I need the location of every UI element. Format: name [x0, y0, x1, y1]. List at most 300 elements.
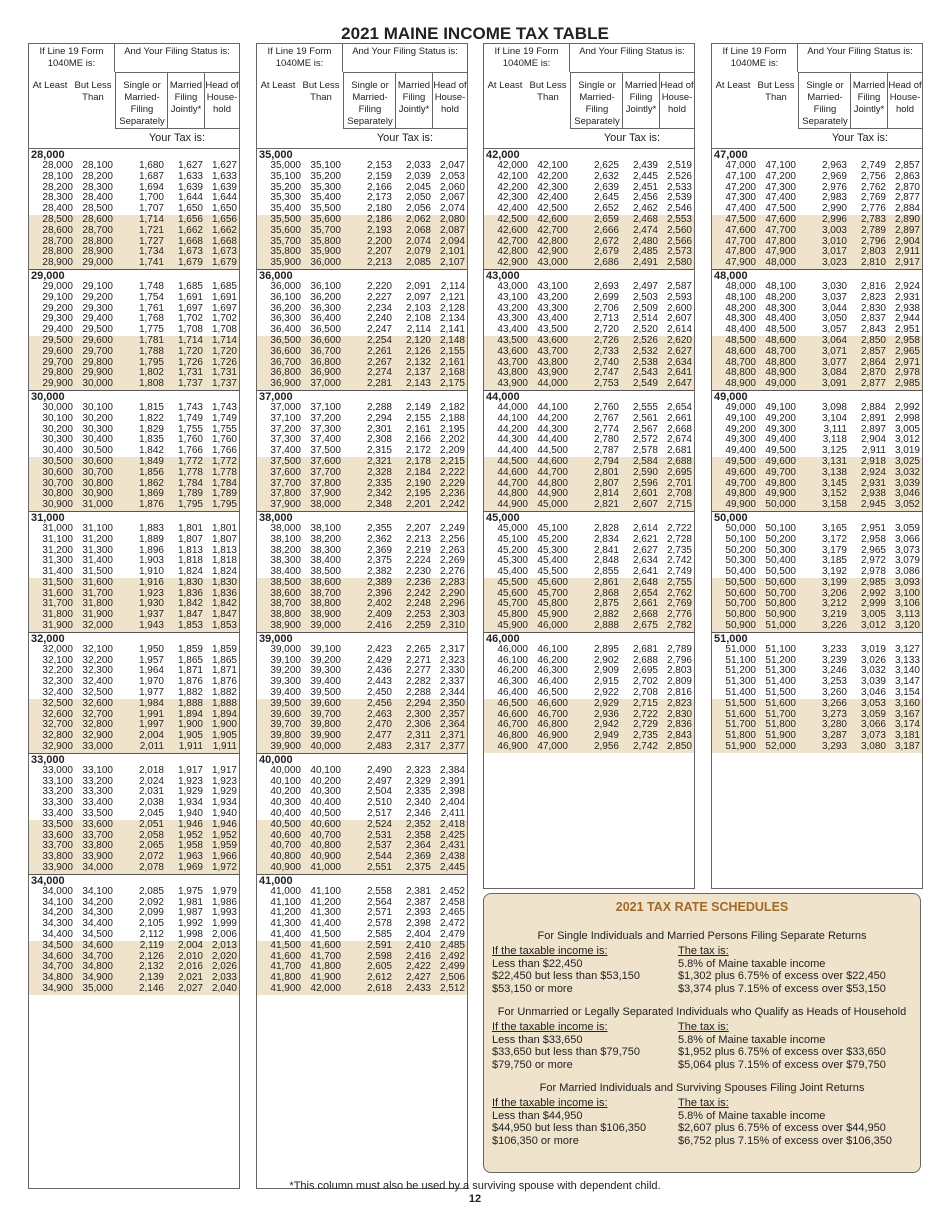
head-tax-value: 2,863: [894, 170, 920, 182]
single-tax-value: 3,185: [821, 555, 847, 567]
but-less-value: 46,600: [537, 697, 568, 709]
head-tax-value: 2,836: [666, 719, 692, 731]
filing-status-heading: And Your Filing Status is:: [807, 46, 913, 57]
married-tax-value: 2,213: [405, 533, 431, 545]
income-block: [484, 149, 694, 269]
married-tax-value: 2,166: [405, 434, 431, 446]
single-tax-value: 2,747: [593, 367, 619, 379]
but-less-value: 29,100: [82, 280, 113, 292]
married-tax-value: 2,810: [860, 257, 886, 269]
head-tax-value: 2,229: [439, 477, 465, 489]
single-tax-value: 3,071: [821, 345, 847, 357]
head-tax-value: 1,627: [211, 160, 237, 171]
at-least-value: 29,300: [42, 313, 73, 325]
schedules-title: 2021 TAX RATE SCHEDULES: [615, 900, 789, 914]
but-less-value: 48,800: [765, 356, 796, 368]
single-tax-value: 2,659: [593, 213, 619, 225]
but-less-value: 29,000: [82, 257, 113, 269]
table-row: [484, 500, 694, 511]
but-less-value: 41,500: [310, 929, 341, 940]
single-tax-value: 2,294: [366, 412, 392, 424]
married-tax-value: 2,715: [632, 697, 658, 709]
schedule-section-heading: For Unmarried or Legally Separated Individuals who Qualify as Heads of Household: [497, 1006, 907, 1018]
but-less-value: 37,800: [310, 477, 341, 489]
single-tax-value: 3,226: [821, 620, 847, 632]
at-least-value: 48,100: [725, 291, 756, 303]
but-less-value: 42,600: [537, 213, 568, 225]
single-tax-value: 2,024: [138, 775, 164, 787]
single-tax-value: 2,956: [593, 741, 619, 753]
at-least-value: 44,800: [497, 488, 528, 500]
at-least-value: 43,300: [497, 313, 528, 325]
but-less-value: 46,300: [537, 665, 568, 677]
at-least-value: 39,200: [270, 665, 301, 677]
single-tax-value: 3,131: [821, 455, 847, 467]
head-tax-value: 2,330: [439, 665, 465, 677]
at-least-value: 28,300: [42, 192, 73, 204]
at-least-value: 30,100: [42, 412, 73, 424]
table-row: [712, 293, 922, 304]
at-least-value: 39,300: [270, 676, 301, 688]
but-less-value: 50,000: [765, 499, 796, 511]
head-tax-value: 2,317: [439, 643, 465, 655]
line19-heading: If Line 19 Form 1040ME is:: [484, 44, 570, 72]
single-tax-value: 1,977: [138, 687, 164, 699]
single-tax-value: 2,828: [593, 522, 619, 534]
but-less-value: 32,300: [82, 665, 113, 677]
single-tax-value: 2,105: [138, 918, 164, 930]
head-tax-value: 2,519: [666, 160, 692, 171]
single-tax-value: 2,315: [366, 445, 392, 457]
head-tax-value: 2,762: [666, 587, 692, 599]
head-tax-value: 2,553: [666, 213, 692, 225]
but-less-heading: But Less Than: [757, 80, 795, 103]
table-row: [484, 226, 694, 237]
at-least-value: 40,700: [270, 840, 301, 852]
head-tax-value: 3,100: [894, 587, 920, 599]
but-less-value: 41,700: [310, 950, 341, 962]
married-tax-value: 2,823: [860, 291, 886, 303]
married-tax-value: 2,480: [632, 235, 658, 247]
but-less-value: 48,100: [765, 280, 796, 292]
head-tax-value: 2,627: [666, 345, 692, 357]
at-least-value: 33,400: [42, 808, 73, 820]
head-tax-value: 2,391: [439, 775, 465, 787]
single-tax-value: 2,139: [138, 972, 164, 984]
but-less-value: 45,500: [537, 566, 568, 578]
single-tax-value: 1,943: [138, 620, 164, 632]
block-heading: 50,000: [712, 511, 922, 524]
married-tax-value: 2,329: [405, 775, 431, 787]
at-least-value: 43,000: [497, 280, 528, 292]
income-block: [29, 632, 239, 753]
block-heading: 49,000: [712, 390, 922, 403]
single-tax-value: 2,072: [138, 851, 164, 863]
head-heading: Head of House-hold: [205, 80, 239, 115]
but-less-value: 35,400: [310, 192, 341, 204]
single-tax-value: 2,888: [593, 620, 619, 632]
at-least-value: 50,500: [725, 576, 756, 588]
single-tax-value: 2,362: [366, 533, 392, 545]
but-less-value: 37,300: [310, 423, 341, 435]
your-tax-heading: Your Tax is:: [115, 128, 239, 149]
head-tax-value: 1,847: [211, 609, 237, 621]
single-tax-value: 3,206: [821, 587, 847, 599]
head-tax-value: 2,209: [439, 445, 465, 457]
at-least-heading: At Least: [487, 80, 523, 91]
head-tax-value: 2,897: [894, 224, 920, 236]
but-less-value: 38,800: [310, 598, 341, 610]
table-row: [712, 258, 922, 269]
married-tax-value: 1,726: [177, 356, 203, 368]
block-heading: 39,000: [257, 632, 467, 645]
but-less-value: 34,000: [82, 862, 113, 874]
married-tax-value: 2,572: [632, 434, 658, 446]
head-tax-value: 1,685: [211, 280, 237, 292]
married-tax-value: 2,857: [860, 345, 886, 357]
but-less-value: 32,500: [82, 687, 113, 699]
single-tax-value: 3,266: [821, 697, 847, 709]
head-tax-value: 2,188: [439, 412, 465, 424]
income-range: $44,950 but less than $106,350: [492, 1122, 647, 1134]
married-tax-value: 2,103: [405, 302, 431, 314]
head-tax-value: 2,276: [439, 566, 465, 578]
married-tax-value: 1,679: [177, 257, 203, 269]
income-block: [29, 149, 239, 269]
head-tax-value: 1,737: [211, 378, 237, 390]
but-less-value: 29,600: [82, 334, 113, 346]
at-least-value: 50,700: [725, 598, 756, 610]
at-least-value: 28,500: [42, 213, 73, 225]
at-least-value: 51,900: [725, 741, 756, 753]
but-less-value: 39,100: [310, 643, 341, 655]
single-tax-value: 2,429: [366, 654, 392, 666]
at-least-value: 32,400: [42, 687, 73, 699]
at-least-value: 40,400: [270, 808, 301, 820]
single-tax-value: 2,247: [366, 324, 392, 336]
single-tax-value: 2,855: [593, 566, 619, 578]
head-tax-value: 1,900: [211, 719, 237, 731]
but-less-value: 45,200: [537, 533, 568, 545]
head-tax-value: 1,644: [211, 192, 237, 204]
but-less-value: 35,000: [82, 982, 113, 994]
but-less-value: 49,900: [765, 488, 796, 500]
single-tax-value: 2,119: [139, 939, 164, 951]
table-row: [484, 379, 694, 390]
single-tax-value: 2,531: [366, 829, 392, 841]
but-less-value: 47,700: [765, 224, 796, 236]
single-tax-value: 3,192: [821, 566, 847, 578]
head-tax-value: 2,823: [666, 697, 692, 709]
head-tax-value: 2,917: [894, 257, 920, 269]
married-tax-value: 2,358: [405, 829, 431, 841]
head-tax-value: 1,993: [211, 907, 237, 919]
married-tax-value: 2,137: [405, 367, 431, 379]
but-less-value: 39,900: [310, 730, 341, 742]
married-tax-value: 1,766: [177, 445, 203, 457]
married-tax-value: 1,789: [177, 488, 203, 500]
head-tax-value: 2,283: [439, 576, 465, 588]
line19-heading: If Line 19 Form 1040ME is:: [257, 44, 343, 72]
married-tax-value: 2,668: [632, 609, 658, 621]
head-tax-value: 3,113: [895, 609, 920, 621]
head-tax-value: 2,600: [666, 302, 692, 314]
income-range: Less than $22,450: [492, 957, 583, 970]
at-least-value: 49,100: [725, 412, 756, 424]
single-tax-value: 2,085: [138, 885, 164, 897]
income-block: [484, 390, 694, 511]
head-tax-value: 2,128: [439, 302, 465, 314]
single-tax-value: 2,450: [366, 687, 392, 699]
but-less-value: 28,700: [82, 224, 113, 236]
at-least-value: 43,700: [497, 356, 528, 368]
married-tax-value: 2,462: [632, 203, 658, 215]
married-heading: Married Filing Jointly*: [397, 80, 431, 115]
but-less-value: 28,300: [82, 181, 113, 193]
single-tax-value: 1,808: [138, 378, 164, 390]
married-tax-value: 2,387: [405, 896, 431, 908]
but-less-value: 29,800: [82, 356, 113, 368]
at-least-value: 46,900: [497, 741, 528, 753]
head-tax-value: 2,148: [439, 334, 465, 346]
married-tax-value: 2,045: [405, 181, 431, 193]
block-heading: 32,000: [29, 632, 239, 645]
at-least-value: 45,500: [497, 576, 528, 588]
single-tax-value: 1,923: [138, 587, 164, 599]
at-least-value: 30,500: [42, 455, 73, 467]
but-less-value: 48,200: [765, 291, 796, 303]
at-least-value: 39,800: [270, 730, 301, 742]
single-tax-value: 3,152: [821, 488, 847, 500]
block-heading: 30,000: [29, 390, 239, 403]
single-tax-value: 2,929: [593, 697, 619, 709]
table-row: [712, 621, 922, 632]
married-tax-value: 2,172: [405, 445, 431, 457]
but-less-value: 51,500: [765, 687, 796, 699]
head-tax-value: 2,020: [211, 950, 237, 962]
married-tax-value: 2,068: [405, 224, 431, 236]
but-less-value: 43,900: [537, 367, 568, 379]
married-tax-value: 2,978: [860, 566, 886, 578]
single-tax-value: 2,166: [366, 181, 392, 193]
head-tax-value: 3,005: [894, 423, 920, 435]
head-tax-value: 2,013: [211, 939, 237, 951]
table-row: [29, 468, 239, 479]
married-tax-value: 2,050: [405, 192, 431, 204]
head-tax-value: 1,972: [211, 862, 237, 874]
married-tax-value: 3,039: [860, 676, 886, 688]
single-tax-value: 2,834: [593, 533, 619, 545]
at-least-value: 46,200: [497, 665, 528, 677]
single-tax-value: 3,260: [821, 687, 847, 699]
at-least-heading: At Least: [260, 80, 296, 91]
single-tax-value: 2,632: [593, 170, 619, 182]
married-tax-value: 1,685: [177, 280, 203, 292]
at-least-value: 39,900: [270, 741, 301, 753]
at-least-value: 31,400: [42, 566, 73, 578]
filing-status-heading: And Your Filing Status is:: [579, 46, 685, 57]
married-tax-value: 2,695: [632, 665, 658, 677]
married-tax-value: 2,253: [405, 609, 431, 621]
married-tax-value: 2,491: [632, 257, 658, 269]
married-tax-value: 1,847: [177, 609, 203, 621]
at-least-value: 34,600: [42, 950, 73, 962]
head-tax-value: 2,884: [894, 203, 920, 215]
at-least-value: 46,500: [497, 697, 528, 709]
at-least-value: 35,300: [270, 192, 301, 204]
married-tax-value: 2,108: [405, 313, 431, 325]
married-tax-value: 2,590: [632, 466, 658, 478]
table-row: [29, 414, 239, 425]
schedule-line: [492, 1122, 912, 1135]
married-tax-value: 2,578: [632, 445, 658, 457]
married-tax-value: 1,830: [177, 576, 203, 588]
single-tax-value: 3,064: [821, 334, 847, 346]
income-block: [257, 632, 467, 753]
head-tax-value: 2,222: [439, 466, 465, 478]
married-heading: Married Filing Jointly*: [852, 80, 886, 115]
but-less-value: 38,500: [310, 566, 341, 578]
at-least-value: 40,200: [270, 786, 301, 798]
single-tax-value: 1,815: [138, 401, 164, 413]
head-tax-value: 2,998: [894, 412, 920, 424]
head-tax-value: 2,445: [439, 862, 465, 874]
at-least-value: 38,600: [270, 587, 301, 599]
head-tax-value: 2,492: [439, 950, 465, 962]
tax-formula: $3,374 plus 7.15% of excess over $53,150: [678, 982, 886, 995]
at-least-value: 28,600: [42, 224, 73, 236]
at-least-value: 44,600: [497, 466, 528, 478]
head-tax-value: 2,479: [439, 929, 465, 940]
head-tax-value: 1,911: [212, 741, 237, 753]
head-tax-value: 1,679: [211, 257, 237, 269]
married-tax-value: 2,641: [632, 566, 658, 578]
head-tax-value: 2,587: [666, 280, 692, 292]
block-heading: 45,000: [484, 511, 694, 524]
but-less-value: 37,400: [310, 434, 341, 446]
single-tax-value: 2,423: [366, 643, 392, 655]
married-tax-value: 2,945: [860, 499, 886, 511]
married-tax-value: 1,639: [177, 181, 203, 193]
but-less-value: 41,400: [310, 918, 341, 930]
at-least-value: 38,500: [270, 576, 301, 588]
single-tax-value: 2,571: [366, 907, 392, 919]
single-tax-value: 2,699: [593, 291, 619, 303]
but-less-heading: But Less Than: [74, 80, 112, 103]
single-tax-value: 2,321: [366, 455, 392, 467]
single-tax-value: 1,835: [138, 434, 164, 446]
but-less-value: 48,700: [765, 345, 796, 357]
at-least-value: 35,800: [270, 246, 301, 258]
but-less-value: 50,700: [765, 587, 796, 599]
single-tax-value: 2,497: [366, 775, 392, 787]
but-less-value: 29,400: [82, 313, 113, 325]
at-least-value: 37,800: [270, 488, 301, 500]
at-least-value: 42,000: [497, 160, 528, 171]
single-tax-value: 2,463: [366, 708, 392, 720]
head-tax-value: 2,911: [895, 246, 920, 258]
single-tax-value: 2,045: [138, 808, 164, 820]
at-least-value: 42,400: [497, 203, 528, 215]
married-tax-value: 1,900: [177, 719, 203, 731]
tax-formula: $2,607 plus 6.75% of excess over $44,950: [678, 1122, 886, 1134]
head-tax-value: 2,890: [894, 213, 920, 225]
head-tax-value: 2,971: [894, 356, 920, 368]
but-less-value: 32,400: [82, 676, 113, 688]
at-least-value: 43,400: [497, 324, 528, 336]
single-tax-value: 2,375: [366, 555, 392, 567]
single-tax-value: 1,876: [138, 499, 164, 511]
table-row: [29, 258, 239, 269]
single-tax-value: 2,058: [138, 829, 164, 841]
married-tax-value: 2,079: [405, 246, 431, 258]
single-tax-value: 1,957: [138, 654, 164, 666]
married-tax-value: 2,010: [177, 950, 203, 962]
head-tax-value: 2,506: [439, 972, 465, 984]
but-less-value: 46,200: [537, 654, 568, 666]
at-least-value: 45,400: [497, 566, 528, 578]
schedule-line: [492, 1135, 912, 1148]
married-tax-value: 2,870: [860, 367, 886, 379]
at-least-value: 49,200: [725, 423, 756, 435]
table-row: [712, 414, 922, 425]
head-tax-value: 2,580: [666, 257, 692, 269]
married-tax-value: 2,195: [405, 488, 431, 500]
at-least-value: 43,100: [497, 291, 528, 303]
at-least-value: 37,000: [270, 401, 301, 413]
head-tax-value: 3,154: [894, 687, 920, 699]
married-tax-value: 2,769: [860, 192, 886, 204]
head-tax-value: 2,796: [666, 654, 692, 666]
but-less-value: 49,000: [765, 378, 796, 390]
but-less-value: 40,900: [310, 851, 341, 863]
table-row: [257, 379, 467, 390]
married-tax-value: 2,614: [632, 522, 658, 534]
but-less-value: 33,000: [82, 741, 113, 753]
head-tax-value: 1,979: [211, 885, 237, 897]
head-tax-value: 2,134: [439, 313, 465, 325]
married-tax-value: 2,224: [405, 555, 431, 567]
head-tax-value: 1,836: [211, 587, 237, 599]
but-less-value: 47,100: [765, 160, 796, 171]
head-tax-value: 2,546: [666, 203, 692, 215]
married-tax-value: 2,796: [860, 235, 886, 247]
income-block: [257, 874, 467, 995]
head-tax-value: 2,114: [440, 280, 465, 292]
single-tax-value: 2,942: [593, 719, 619, 731]
head-tax-value: 1,789: [211, 488, 237, 500]
married-tax-value: 2,891: [860, 412, 886, 424]
but-less-value: 44,400: [537, 434, 568, 446]
but-less-value: 34,900: [82, 972, 113, 984]
single-tax-value: 1,734: [138, 246, 164, 258]
line19-heading: If Line 19 Form 1040ME is:: [29, 44, 115, 72]
married-tax-value: 1,813: [177, 544, 203, 556]
but-less-value: 38,000: [310, 499, 341, 511]
income-range: $53,150 or more: [492, 982, 573, 995]
at-least-value: 32,000: [42, 643, 73, 655]
head-tax-value: 2,006: [211, 929, 237, 940]
single-tax-value: 1,748: [138, 280, 164, 292]
table-row: [257, 293, 467, 304]
but-less-value: 44,700: [537, 466, 568, 478]
head-tax-value: 1,708: [211, 324, 237, 336]
at-least-value: 32,200: [42, 665, 73, 677]
single-tax-value: 2,794: [593, 455, 619, 467]
at-least-value: 33,200: [42, 786, 73, 798]
at-least-value: 36,000: [270, 280, 301, 292]
at-least-value: 46,000: [497, 643, 528, 655]
